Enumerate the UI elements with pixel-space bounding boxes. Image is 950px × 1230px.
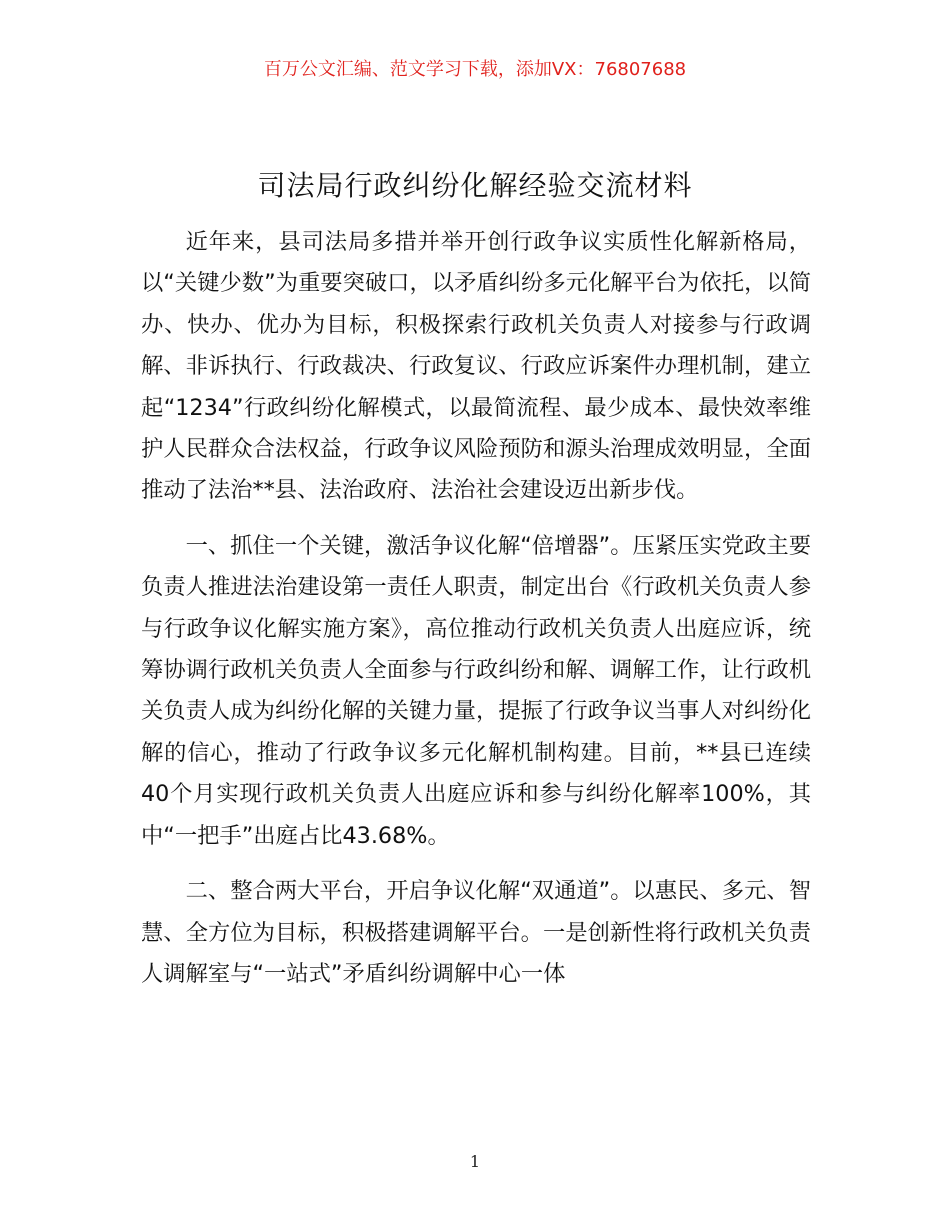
paragraph-section-one: 一、抓住一个关键，激活争议化解“倍增器”。压紧压实党政主要负责人推进法治建设第一责任人职责，制定出台《行政机关负责人参与行政争议化解实施方案》，高位推动行政机关负责人出庭应诉，统筹协调行政机关负责人全面参与行政纠纷和解、调解工作，让行政机关负责人成为纠纷化解的关键力量，提振了行政争议当事人对纠纷化解的信心，推动了行政争议多元化解机制构建。目前，**县已连续40个月实现行政机关负责人出庭应诉和参与纠纷化解率100%，其中“一把手”出庭占比43.68%。 [141, 532, 811, 849]
document-body [141, 222, 811, 995]
paragraph-section-two: 二、整合两大平台，开启争议化解“双通道”。以惠民、多元、智慧、全方位为目标，积极搭建调解平台。一是创新性将行政机关负责人调解室与“一站式”矛盾纠纷调解中心一体 [141, 878, 811, 987]
document-title: 司法局行政纠纷化解经验交流材料 [257, 169, 693, 202]
page-number: 1 [469, 1152, 481, 1171]
header-banner: 百万公文汇编、范文学习下载，添加VX：76807688 [263, 59, 687, 80]
paragraph-intro: 近年来，县司法局多措并举开创行政争议实质性化解新格局，以“关键少数”为重要突破口，以矛盾纠纷多元化解平台为依托，以简办、快办、优办为目标，积极探索行政机关负责人对接参与行政调解、非诉执行、行政裁决、行政复议、行政应诉案件办理机制，建立起“1234”行政纠纷化解模式，以最简流程、最少成本、最快效率维护人民群众合法权益，行政争议风险预防和源头治理成效明显，全面推动了法治**县、法治政府、法治社会建设迈出新步伐。 [141, 229, 811, 504]
